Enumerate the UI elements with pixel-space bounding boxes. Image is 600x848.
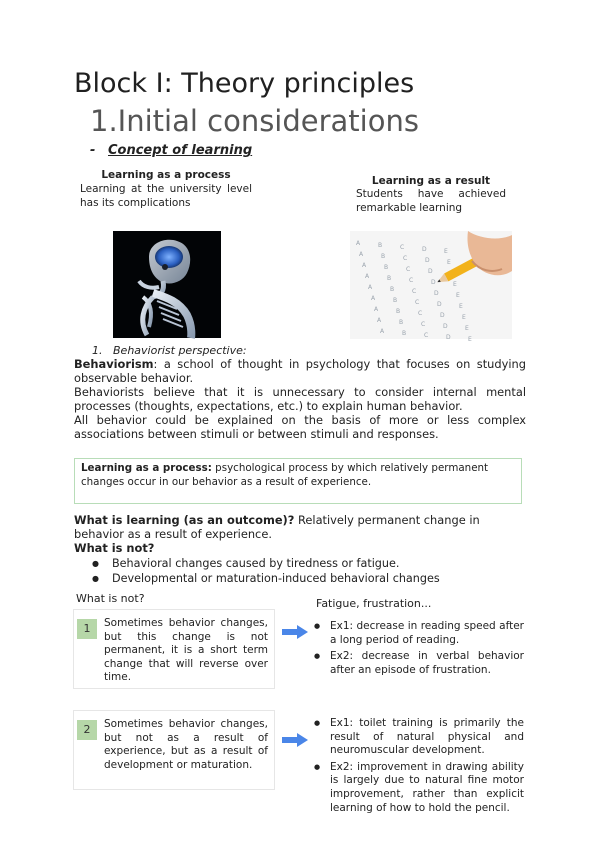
result-heading: Learning as a result — [371, 175, 491, 187]
bubble-mark: D — [443, 323, 448, 330]
behaviorist-heading — [92, 344, 247, 357]
list-item: ● Ex1: decrease in reading speed after a long period of reading. — [312, 620, 524, 647]
exam-sheet-graphic — [350, 231, 512, 343]
bubble-mark: C — [406, 266, 411, 273]
bubble-mark: E — [456, 292, 460, 299]
examples-list — [312, 620, 524, 680]
row-number: 2 — [77, 720, 97, 740]
list-item: ● Behavioral changes caused by tiredness or fatigue. — [92, 556, 512, 571]
bubble-mark: B — [390, 286, 395, 293]
bubble-mark: B — [402, 330, 407, 337]
bubble-mark: C — [415, 299, 420, 306]
bubble-mark: B — [378, 242, 383, 249]
bubble-mark: D — [428, 268, 433, 275]
bubble-mark: C — [400, 244, 405, 251]
exam-answer-sheet-image — [350, 231, 512, 343]
behaviorist-number: 1. — [92, 344, 103, 357]
bubble-mark: A — [362, 262, 367, 269]
behaviorism-term: Behaviorism — [74, 357, 154, 371]
bubble-mark: D — [425, 257, 430, 264]
bubble-mark: C — [418, 310, 423, 317]
definition-box — [74, 458, 522, 504]
bubble-mark: A — [374, 306, 379, 313]
bubble-mark: E — [459, 303, 463, 310]
skeleton-thinker-icon — [113, 231, 221, 338]
bubble-mark: A — [371, 295, 376, 302]
bubble-mark: E — [465, 325, 469, 332]
skeleton-thinker-image — [113, 231, 221, 338]
bubble-mark: B — [381, 253, 386, 260]
behaviorism-definition — [74, 358, 526, 385]
bubble-mark: D — [446, 334, 451, 341]
list-item: ● Ex1: toilet training is primarily the result of natural physical and neuromuscular development. — [312, 717, 524, 758]
bubble-mark: B — [399, 319, 404, 326]
table-row — [73, 710, 275, 790]
bubble-mark: C — [421, 321, 426, 328]
bubble-mark: E — [468, 336, 472, 343]
question-learning: What is learning (as an outcome)? — [74, 513, 295, 527]
behaviorism-paragraph-3: All behavior could be explained on the basis of more or less complex associations between stimuli or between stimuli and responses. — [74, 413, 526, 441]
behaviorism-def-text: : a school of thought in psychology that focuses on studying observable behavior. — [74, 357, 526, 385]
process-text: Learning at the university level has its complications — [80, 183, 252, 209]
bubble-mark: D — [440, 312, 445, 319]
bubble-mark: C — [409, 277, 414, 284]
bubble-mark: A — [356, 240, 361, 247]
concept-heading — [90, 143, 252, 158]
row-text: Sometimes behavior changes, but not as a result of experience, but as a result of development or maturation. — [104, 718, 268, 771]
section-title: 1.Initial considerations — [90, 104, 419, 138]
arrow-right-icon — [282, 733, 308, 747]
arrow-right-icon — [282, 625, 308, 639]
bubble-mark: D — [434, 290, 439, 297]
row-text: Sometimes behavior changes, but this change is not permanent, it is a short term change that will reverse over time. — [104, 617, 268, 684]
concept-dash: - — [90, 143, 96, 158]
bubble-mark: C — [403, 255, 408, 262]
what-is-learning — [74, 514, 529, 541]
bubble-mark: B — [387, 275, 392, 282]
bubble-mark: E — [462, 314, 466, 321]
bubble-mark: A — [368, 284, 373, 291]
result-text: Students have achieved remarkable learning — [356, 188, 506, 214]
bubble-mark: B — [393, 297, 398, 304]
bubble-mark: C — [412, 288, 417, 295]
bubble-mark: A — [359, 251, 364, 258]
bubble-mark: E — [444, 248, 448, 255]
bubble-mark: A — [380, 328, 385, 335]
table-row — [73, 609, 275, 689]
examples-list — [312, 717, 524, 818]
block-title: Block I: Theory principles — [74, 68, 415, 99]
bubble-mark: A — [377, 317, 382, 324]
definition-text: psychological process by which relatively permanent changes occur in our behavior as a result of experience. — [81, 462, 489, 488]
behaviorism-paragraph-2: Behaviorists believe that it is unnecessary to consider internal mental processes (thoughts, expectations, etc.) to explain human behavior. — [74, 385, 526, 413]
row-number: 1 — [77, 619, 97, 639]
table-right-head: Fatigue, frustration... — [316, 597, 432, 610]
list-item: ● Ex2: improvement in drawing ability is largely due to natural fine motor improvement, rather than explicit learning of how to hold the pencil. — [312, 761, 524, 815]
bubble-mark: A — [365, 273, 370, 280]
answer-learning: Relatively permanent change in behavior as a result of experience. — [74, 513, 480, 541]
bubble-mark: B — [384, 264, 389, 271]
concept-label: Concept of learning — [108, 143, 253, 158]
bubble-mark: D — [437, 301, 442, 308]
bubble-mark: D — [431, 279, 436, 286]
definition-term: Learning as a process: — [81, 462, 212, 474]
behaviorist-label: Behaviorist perspective: — [113, 344, 247, 357]
bubble-mark: D — [422, 246, 427, 253]
process-heading: Learning as a process — [101, 169, 231, 181]
bubble-mark: B — [396, 308, 401, 315]
bubble-mark: E — [447, 259, 451, 266]
list-item: ● Ex2: decrease in verbal behavior after an episode of frustration. — [312, 650, 524, 677]
bubble-mark: E — [453, 281, 457, 288]
list-item: ● Developmental or maturation-induced behavioral changes — [92, 571, 512, 586]
bubble-mark: C — [424, 332, 429, 339]
table-left-head: What is not? — [76, 592, 145, 605]
not-learning-list — [92, 556, 512, 586]
question-what-is-not: What is not? — [74, 541, 155, 555]
